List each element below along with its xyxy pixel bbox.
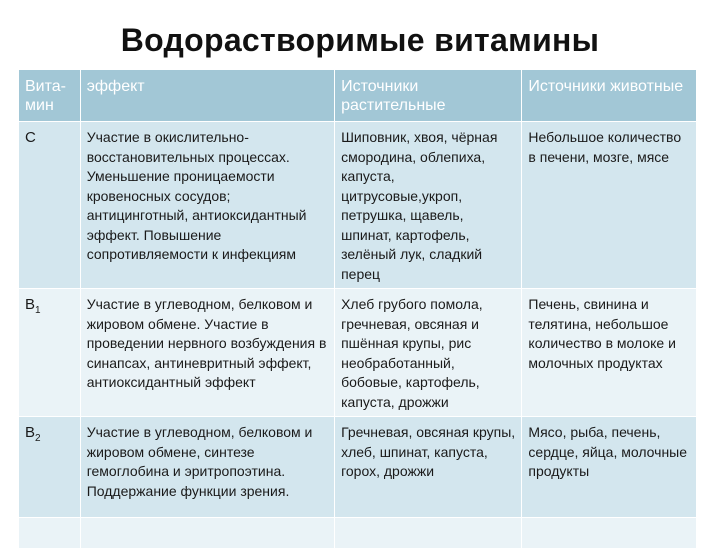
vitamin-cell xyxy=(19,122,81,289)
table-row xyxy=(19,417,697,518)
effect-cell: Участие в углеводном, белковом и жировом обмене, синтезе гемоглобина и эритропоэтина. Поддержание функции зрения. xyxy=(80,417,334,518)
effect-cell: Участие в окислительно-восстановительных процессах. Уменьшение проницаемости кровеносных сосудов; антицинготный, антиоксидантный эффект. Повышение сопротивляемости к инфекциям xyxy=(80,122,334,289)
vitamin-cell xyxy=(19,289,81,417)
animal-sources-cell: Мясо, рыба, печень, сердце, яйца, молочные продукты xyxy=(522,417,697,518)
effect-cell xyxy=(80,518,334,549)
plant-sources-cell: Гречневая, овсяная крупы, хлеб, шпинат, капуста, горох, дрожжи xyxy=(335,417,522,518)
table-row xyxy=(19,518,697,549)
vitamin-cell xyxy=(19,518,81,549)
vitamins-table xyxy=(18,69,697,549)
header-plant-sources: Источники растительные xyxy=(335,70,522,122)
plant-sources-cell: Шиповник, хвоя, чёрная смородина, облепиха, капуста, цитрусовые,укроп, петрушка, щавель, шпинат, картофель, зелёный лук, сладкий перец xyxy=(335,122,522,289)
header-effect: эффект xyxy=(80,70,334,122)
vitamin-subscript: 2 xyxy=(35,433,41,444)
table-row xyxy=(19,122,697,289)
animal-sources-cell xyxy=(522,518,697,549)
table-header-row xyxy=(19,70,697,122)
header-animal-sources: Источники животные xyxy=(522,70,697,122)
header-vitamin: Вита- мин xyxy=(19,70,81,122)
vitamin-subscript: 1 xyxy=(35,305,41,316)
plant-sources-cell: Хлеб грубого помола, гречневая, овсяная и пшённая крупы, рис необработанный, бобовые, картофель, капуста, дрожжи xyxy=(335,289,522,417)
effect-cell: Участие в углеводном, белковом и жировом обмене. Участие в проведении нервного возбуждения в синапсах, антиневритный эффект, антиоксидантный эффект xyxy=(80,289,334,417)
vitamin-letter: B xyxy=(25,424,36,441)
slide-title: Водорастворимые витамины xyxy=(120,22,600,58)
plant-sources-cell xyxy=(335,518,522,549)
vitamin-letter: B xyxy=(25,296,36,313)
animal-sources-cell: Печень, свинина и телятина, небольшое количество в молоке и молочных продуктах xyxy=(522,289,697,417)
vitamin-letter: C xyxy=(25,129,36,146)
table-row xyxy=(19,289,697,417)
vitamin-cell xyxy=(19,417,81,518)
animal-sources-cell: Небольшое количество в печени, мозге, мясе xyxy=(522,122,697,289)
